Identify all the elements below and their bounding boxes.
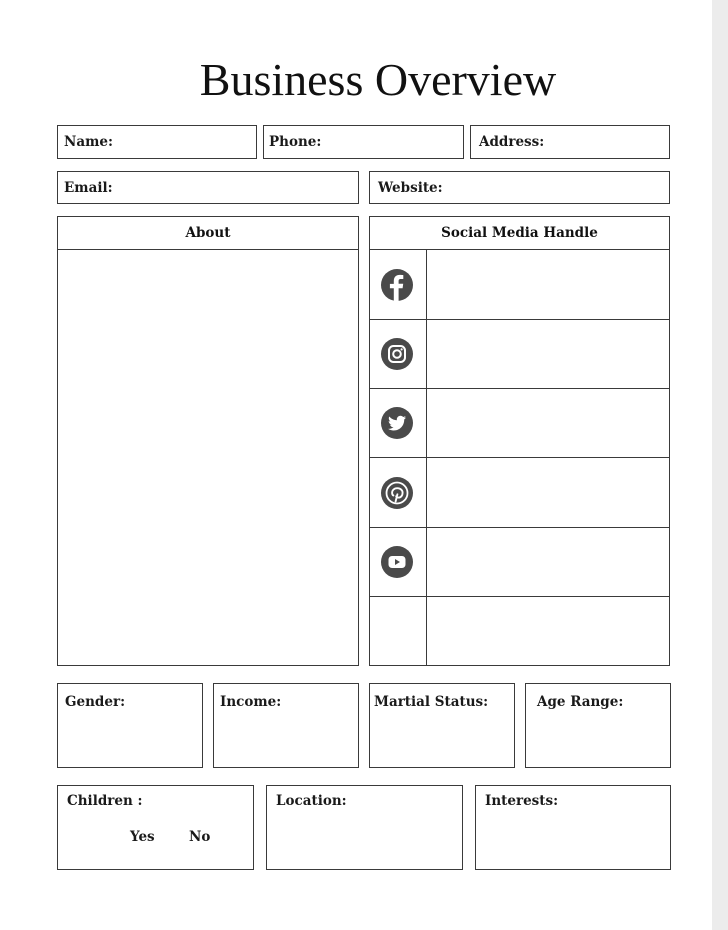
address-field[interactable] — [470, 125, 670, 159]
page-scrollbar-track — [712, 0, 728, 930]
social-media-heading: Social Media Handle — [441, 225, 598, 241]
social-media-header — [369, 216, 670, 250]
website-field[interactable] — [369, 171, 670, 204]
name-label: Name: — [64, 134, 113, 150]
facebook-handle-input[interactable] — [427, 250, 669, 319]
age-range-label: Age Range: — [537, 694, 624, 710]
children-yes-option[interactable]: Yes — [130, 829, 155, 845]
marital-status-label: Martial Status: — [374, 694, 489, 710]
phone-field[interactable] — [263, 125, 464, 159]
children-no-option[interactable]: No — [189, 829, 211, 845]
about-header — [57, 216, 359, 250]
instagram-handle-input[interactable] — [427, 320, 669, 388]
pinterest-icon — [380, 476, 414, 510]
children-label: Children : — [67, 793, 143, 809]
social-media-table — [369, 249, 670, 666]
twitter-handle-input[interactable] — [427, 389, 669, 457]
income-label: Income: — [220, 694, 282, 710]
location-field[interactable] — [266, 785, 463, 870]
facebook-icon — [380, 268, 414, 302]
gender-field[interactable] — [57, 683, 203, 768]
pinterest-handle-input[interactable] — [427, 458, 669, 527]
youtube-handle-input[interactable] — [427, 528, 669, 596]
income-field[interactable] — [213, 683, 359, 768]
children-field — [57, 785, 254, 870]
location-label: Location: — [276, 793, 347, 809]
youtube-icon — [380, 545, 414, 579]
interests-label: Interests: — [485, 793, 559, 809]
website-label: Website: — [378, 180, 443, 196]
gender-label: Gender: — [65, 694, 126, 710]
address-label: Address: — [479, 134, 545, 150]
about-textarea[interactable] — [57, 249, 359, 666]
age-range-field[interactable] — [525, 683, 671, 768]
phone-label: Phone: — [269, 134, 322, 150]
email-label: Email: — [64, 180, 113, 196]
about-heading: About — [185, 225, 231, 241]
extra-handle-input[interactable] — [427, 597, 669, 665]
email-field[interactable] — [57, 171, 359, 204]
page-title: Business Overview — [199, 54, 557, 105]
instagram-icon — [380, 337, 414, 371]
marital-status-field[interactable] — [369, 683, 515, 768]
twitter-icon — [380, 406, 414, 440]
interests-field[interactable] — [475, 785, 671, 870]
name-field[interactable] — [57, 125, 257, 159]
